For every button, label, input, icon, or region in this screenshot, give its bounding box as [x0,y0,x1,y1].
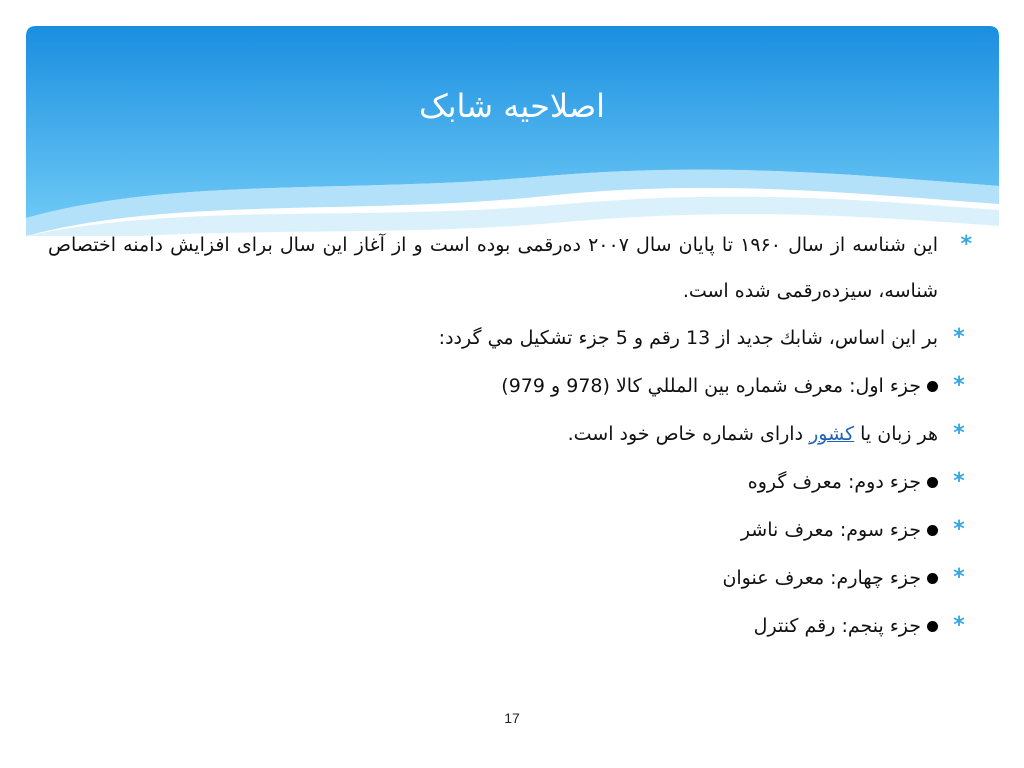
asterisk-bullet-icon: * [953,469,965,494]
list-item [48,554,976,602]
asterisk-bullet-icon: * [953,325,965,350]
list-item-text-after: دارای شماره خاص خود است. [567,423,810,445]
black-dot-icon [927,477,938,488]
asterisk-bullet-icon: * [953,421,965,446]
asterisk-bullet-icon: * [953,517,965,542]
list-item [48,222,976,314]
country-link[interactable]: کشور [809,423,855,445]
header-band [26,26,999,236]
asterisk-bullet-icon: * [953,613,965,638]
asterisk-bullet-icon: * [960,232,972,257]
asterisk-bullet-icon: * [953,373,965,398]
list-item [48,602,976,650]
list-item-text: جزء چهارم: معرف عنوان [722,567,921,589]
list-item [48,410,976,458]
list-item [48,362,976,410]
list-item [48,458,976,506]
black-dot-icon [927,621,938,632]
header-wave-background [26,26,999,236]
list-item [48,314,976,362]
list-item-text: بر اين اساس، شابك جديد از 13 رقم و 5 جزء تشكيل مي گردد: [438,327,938,349]
list-item [48,506,976,554]
list-item-text: جزء سوم: معرف ناشر [740,519,921,541]
list-item-text: جزء دوم: معرف گروه [747,471,921,493]
list-item-text: جزء پنجم: رقم كنترل [753,615,921,637]
list-item-text-before: هر زبان یا [854,423,938,445]
asterisk-bullet-icon: * [953,565,965,590]
list-item-text: جزء اول: معرف شماره بین المللي كالا (978 و 979) [501,375,921,397]
bullet-list [48,222,976,650]
black-dot-icon [927,525,938,536]
black-dot-icon [927,381,938,392]
page-number: 17 [504,710,520,726]
slide-title: اصلاحیه شابک [418,87,606,125]
list-item-text: این شناسه از سال ۱۹۶۰ تا پایان سال ۲۰۰۷ ده‌رقمی بوده است و از آغاز این سال برای افزایش دامنه اختصاص شناسه، سیزده‌رقمی شده است. [48,234,938,302]
content-area [48,222,976,650]
black-dot-icon [927,573,938,584]
